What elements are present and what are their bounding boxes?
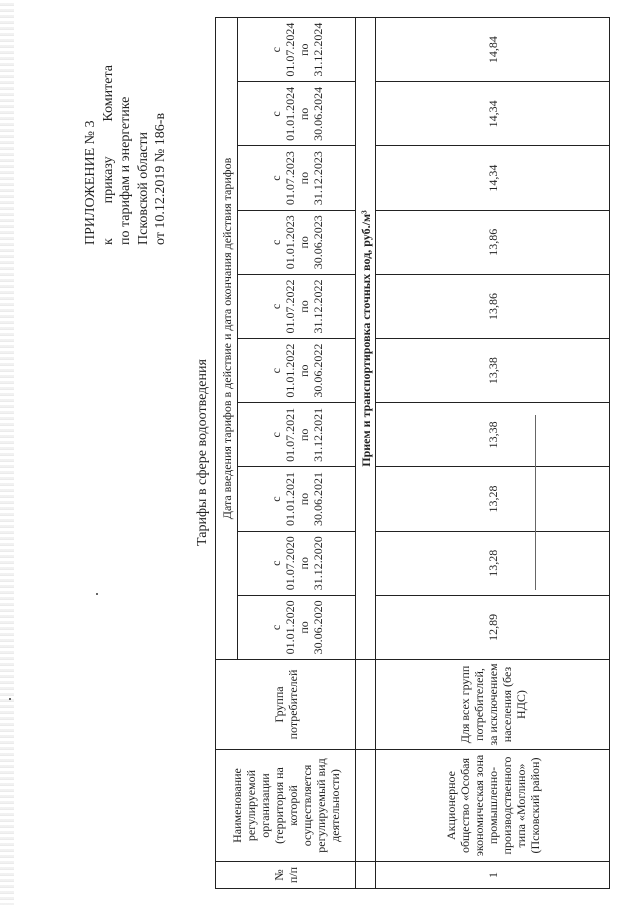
appendix-word-komitet: Комитета xyxy=(100,65,116,122)
document-title: Тарифы в сфере водоотведения xyxy=(195,359,210,546)
appendix-line-1 xyxy=(82,65,100,245)
appendix-line-4: Псковской области xyxy=(135,131,151,245)
tariff-value: 13,86 xyxy=(376,274,610,338)
section-spacer xyxy=(356,660,376,750)
section-spacer xyxy=(356,750,376,862)
header-row-1 xyxy=(216,18,238,889)
period-cell: с 01.01.2024 по 30.06.2024 xyxy=(238,82,356,146)
appendix-line-3: по тарифам и энергетике xyxy=(118,96,133,245)
period-cell: с 01.07.2022 по 31.12.2022 xyxy=(238,274,356,338)
period-cell: с 01.01.2020 по 30.06.2020 xyxy=(238,595,356,659)
scan-edge-artifact xyxy=(0,0,14,905)
period-cell: с 01.01.2023 по 30.06.2023 xyxy=(238,210,356,274)
tariff-value: 14,34 xyxy=(376,82,610,146)
scan-line-artifact xyxy=(535,415,536,590)
tariff-value: 13,86 xyxy=(376,210,610,274)
header-consumer-group: Группа потребителей xyxy=(216,660,356,750)
period-cell: с 01.07.2021 по 31.12.2021 xyxy=(238,403,356,467)
section-spacer xyxy=(356,862,376,889)
table-row xyxy=(376,18,610,889)
section-title: Прием и транспортировка сточных вод, руб./м³ xyxy=(356,18,376,660)
row-organization: Акционерное общество «Особая экономическая зона промышленно-производственного типа «Моглино» (Псковский район) xyxy=(376,750,610,862)
tariff-table xyxy=(215,17,610,889)
period-cell: с 01.07.2024 по 31.12.2024 xyxy=(238,18,356,82)
header-num: № п/п xyxy=(216,862,356,889)
period-cell: с 01.07.2023 по 31.12.2023 xyxy=(238,146,356,210)
appendix-block xyxy=(82,65,170,245)
scan-dot-artifact xyxy=(9,698,11,700)
row-num: 1 xyxy=(376,862,610,889)
header-organization: Наименование регулируемой организации (территория на которой осуществляется регулируемый вид деятельности) xyxy=(216,750,356,862)
tariff-value: 13,38 xyxy=(376,403,610,467)
appendix-word-prikaz: приказу xyxy=(100,156,116,204)
tariff-value: 12,89 xyxy=(376,595,610,659)
appendix-line-5: от 10.12.2019 № 186-в xyxy=(153,112,168,245)
period-cell: с 01.01.2021 по 30.06.2021 xyxy=(238,467,356,531)
appendix-label: ПРИЛОЖЕНИЕ № 3 xyxy=(83,120,98,245)
row-consumer-group: Для всех групп потребителей, за исключением населения (без НДС) xyxy=(376,660,610,750)
section-row xyxy=(356,18,376,889)
header-dates: Дата введения тарифов в действие и дата окончания действия тарифов xyxy=(216,18,238,660)
tariff-value: 13,28 xyxy=(376,467,610,531)
scan-dot-artifact xyxy=(96,593,98,595)
appendix-word-k: к xyxy=(100,238,116,245)
period-cell: с 01.07.2020 по 31.12.2020 xyxy=(238,531,356,595)
appendix-line-2 xyxy=(100,65,118,245)
period-cell: с 01.01.2022 по 30.06.2022 xyxy=(238,339,356,403)
tariff-value: 13,38 xyxy=(376,339,610,403)
tariff-value: 13,28 xyxy=(376,531,610,595)
tariff-value: 14,84 xyxy=(376,18,610,82)
tariff-value: 14,34 xyxy=(376,146,610,210)
